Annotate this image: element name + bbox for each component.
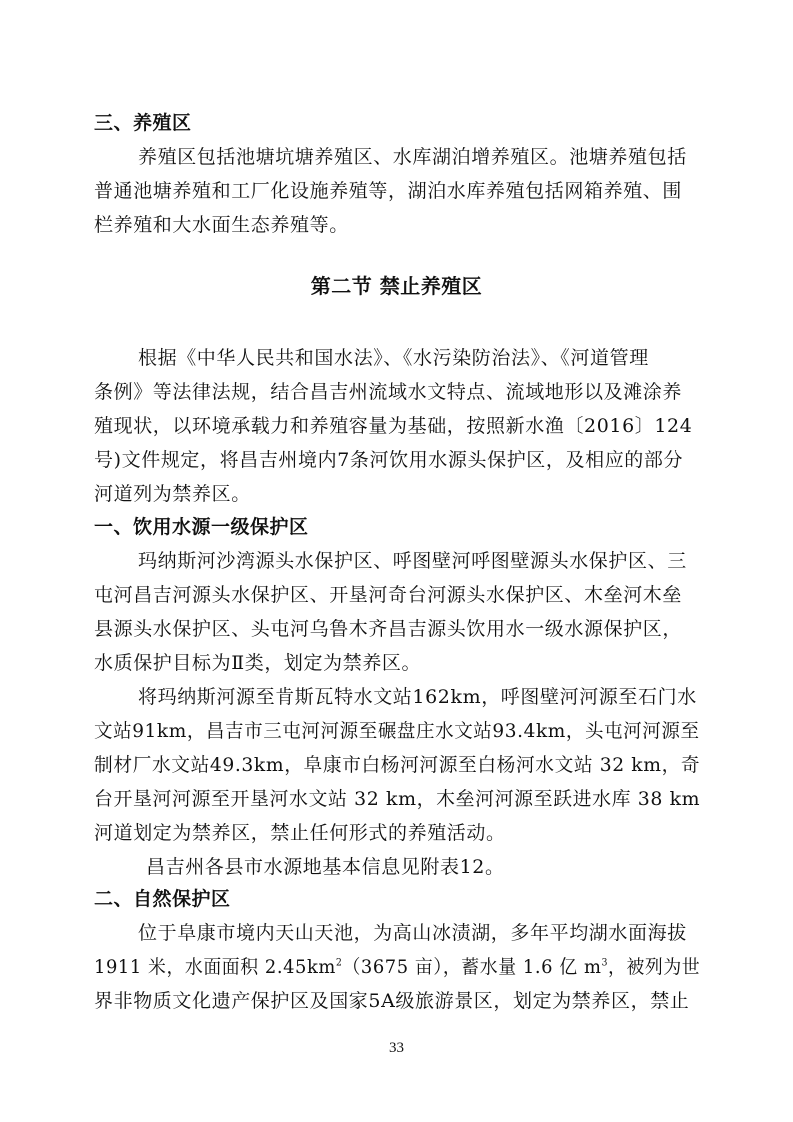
paragraph-line: 屯河昌吉河源头水保护区、开垦河奇台河源头水保护区、木垒河木垒 xyxy=(94,584,683,606)
paragraph-line: 殖现状，以环境承载力和养殖容量为基础，按照新水渔〔2016〕124 xyxy=(94,415,693,437)
paragraph-line: 将玛纳斯河源至肯斯瓦特水文站162km，呼图壁河河源至石门水 xyxy=(138,686,697,708)
subsection-heading-drinking-water: 一、饮用水源一级保护区 xyxy=(94,516,309,538)
paragraph-line: 界非物质文化遗产保护区及国家5A级旅游景区，划定为禁养区，禁止 xyxy=(94,990,690,1012)
text-segment: 1911 米，水面面积 2.45km xyxy=(94,956,336,978)
page-number: 33 xyxy=(389,1040,404,1056)
paragraph-line: 玛纳斯河沙湾源头水保护区、呼图壁河呼图壁源头水保护区、三 xyxy=(138,550,687,572)
superscript: 2 xyxy=(335,957,343,969)
section-heading-aquaculture-zone: 三、养殖区 xyxy=(94,112,192,134)
paragraph-line-with-units xyxy=(94,952,700,979)
paragraph-line: 台开垦河河源至开垦河水文站 32 km，木垒河河源至跃进水库 38 km xyxy=(94,788,701,810)
text-segment: （3675 亩），蓄水量 1.6 亿 m xyxy=(342,956,602,978)
paragraph-line: 昌吉州各县市水源地基本信息见附表12。 xyxy=(146,856,505,878)
text-segment: ，被列为世 xyxy=(608,956,701,978)
paragraph-line: 河道列为禁养区。 xyxy=(94,483,251,505)
subsection-heading-nature-reserve: 二、自然保护区 xyxy=(94,888,231,910)
paragraph-line: 根据《中华人民共和国水法》、《水污染防治法》、《河道管理 xyxy=(138,347,649,369)
paragraph-line: 河道划定为禁养区，禁止任何形式的养殖活动。 xyxy=(94,822,506,844)
paragraph-line: 县源头水保护区、头屯河乌鲁木齐昌吉源头饮用水一级水源保护区， xyxy=(94,618,683,640)
paragraph-line: 养殖区包括池塘坑塘养殖区、水库湖泊增养殖区。池塘养殖包括 xyxy=(138,146,687,168)
paragraph-line: 普通池塘养殖和工厂化设施养殖等，湖泊水库养殖包括网箱养殖、围 xyxy=(94,180,683,202)
paragraph-line: 制材厂水文站49.3km，阜康市白杨河河源至白杨河水文站 32 km，奇 xyxy=(94,754,701,776)
paragraph-line: 位于阜康市境内天山天池，为高山冰渍湖，多年平均湖水面海拔 xyxy=(138,922,687,944)
paragraph-line: 条例》等法律法规，结合昌吉州流域水文特点、流域地形以及滩涂养 xyxy=(94,381,683,403)
paragraph-line: 水质保护目标为Ⅱ类，划定为禁养区。 xyxy=(94,652,422,674)
paragraph-line: 号)文件规定，将昌吉州境内7条河饮用水源头保护区，及相应的部分 xyxy=(94,449,684,471)
section-title: 第二节 禁止养殖区 xyxy=(310,274,483,298)
paragraph-line: 文站91km，昌吉市三屯河河源至碾盘庄水文站93.4km，头屯河河源至 xyxy=(94,720,700,742)
paragraph-line: 栏养殖和大水面生态养殖等。 xyxy=(94,214,349,236)
superscript: 3 xyxy=(601,957,609,969)
